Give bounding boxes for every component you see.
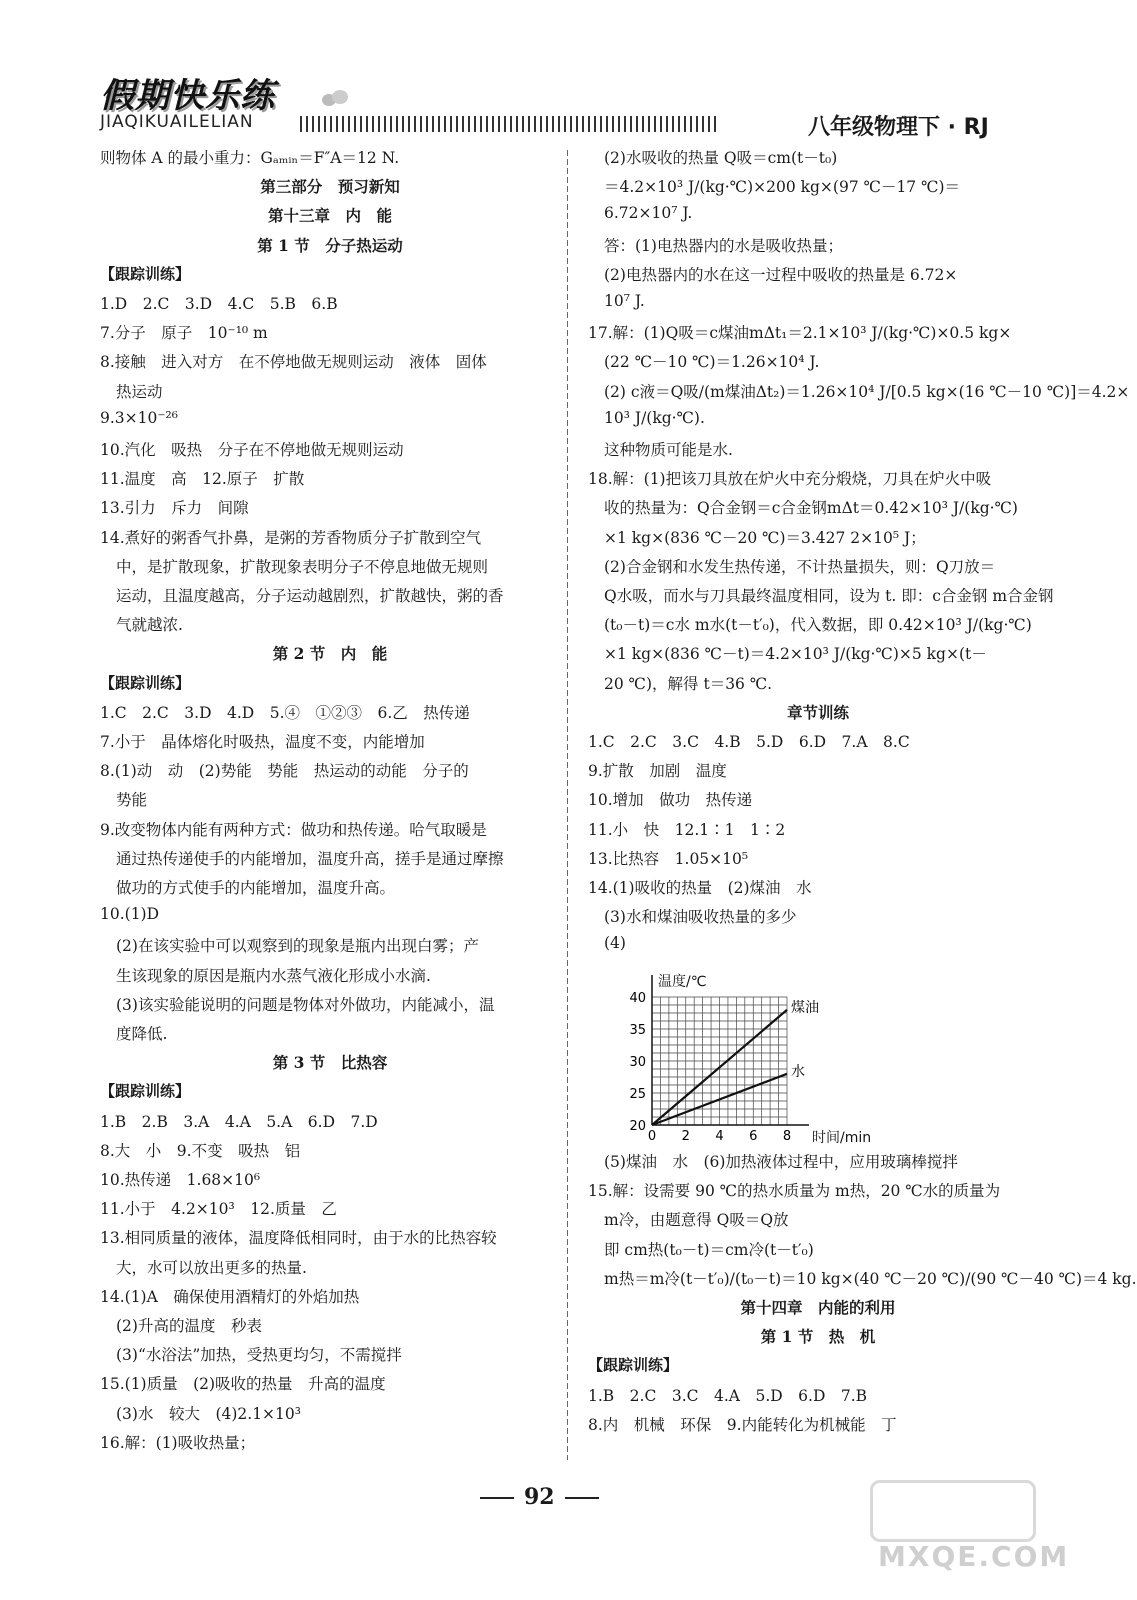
chart-series-label: 煤油 <box>791 999 819 1016</box>
chart-x-tick-label: 6 <box>749 1129 758 1144</box>
answer-line: 运动，且温度越高，分子运动越剧烈，扩散越快，粥的香 <box>116 587 504 605</box>
answer-line: 7.分子 原子 10⁻¹⁰ m <box>100 324 268 343</box>
answer-line: 则物体 A 的最小重力：Gₐₘᵢₙ＝F″A＝12 N. <box>100 149 400 167</box>
answer-line: 收的热量为：Q合金钢＝c合金钢mΔt＝0.42×10³ J/(kg·℃) <box>604 499 1018 518</box>
answer-line: 1.C 2.C 3.D 4.D 5.④ ①②③ 6.乙 热传递 <box>100 703 470 722</box>
answer-line: 大，水可以放出更多的热量. <box>116 1258 307 1277</box>
answer-line: 18.解：(1)把该刀具放在炉火中充分煅烧，刀具在炉火中吸 <box>588 470 992 489</box>
chart-x-tick-label: 0 <box>647 1129 657 1144</box>
logo-decoration-icon <box>322 90 350 108</box>
answer-line: (22 ℃－10 ℃)＝1.26×10⁴ J. <box>604 353 820 372</box>
chart-y-tick-label: 20 <box>629 1119 646 1134</box>
answer-line: (2)电热器内的水在这一过程中吸收的热量是 6.72× <box>604 265 958 284</box>
answer-line: 13.相同质量的液体，温度降低相同时，由于水的比热容较 <box>100 1229 497 1248</box>
answer-line: 10³ J/(kg·℃). <box>604 408 705 427</box>
chart-x-tick-label: 4 <box>715 1129 724 1144</box>
answer-line: ×1 kg×(836 ℃－t)＝4.2×10³ J/(kg·℃)×5 kg×(t－ <box>604 645 987 664</box>
section-label: 【跟踪训练】 <box>588 1356 679 1375</box>
answer-line: 14.(1)吸收的热量 (2)煤油 水 <box>588 879 812 897</box>
answer-line: 1.B 2.B 3.A 4.A 5.A 6.D 7.D <box>100 1112 378 1131</box>
answer-line: (3)水 较大 (4)2.1×10³ <box>116 1404 301 1423</box>
answer-line: 即 cm热(t₀－t)＝cm冷(t－t′₀) <box>604 1240 814 1259</box>
answer-line: 1.C 2.C 3.C 4.B 5.D 6.D 7.A 8.C <box>588 733 910 751</box>
brand-pinyin: JIAQIKUAILELIAN <box>100 112 254 132</box>
temperature-time-chart <box>612 970 872 1150</box>
answer-line: (t₀－t)＝c水 m水(t－t′₀)，代入数据，即 0.42×10³ J/(kg·℃) <box>604 616 1032 635</box>
answer-line: 15.(1)质量 (2)吸收的热量 升高的温度 <box>100 1375 386 1394</box>
footer-dash-left <box>480 1497 514 1499</box>
answer-line: 10⁷ J. <box>604 292 645 310</box>
answer-line: 8.大 小 9.不变 吸热 铝 <box>100 1141 301 1160</box>
answer-line: 14.煮好的粥香气扑鼻，是粥的芳香物质分子扩散到空气 <box>100 528 482 547</box>
chart-series-label: 水 <box>791 1063 805 1080</box>
answer-line: 15.解：设需要 90 ℃的热水质量为 m热，20 ℃水的质量为 <box>588 1182 1001 1201</box>
answer-line: (2)水吸收的热量 Q吸＝cm(t－t₀) <box>604 149 838 167</box>
chart-x-axis-label: 时间/min <box>812 1130 872 1146</box>
answer-line: 9.3×10⁻²⁶ <box>100 408 178 427</box>
answer-line: (2)升高的温度 秒表 <box>116 1317 262 1335</box>
answer-line: (3)该实验能说明的问题是物体对外做功，内能减小，温 <box>116 995 495 1014</box>
page-number <box>470 1484 609 1510</box>
answer-line: 势能 <box>116 791 148 810</box>
section-heading: 第 3 节 比热容 <box>272 1053 388 1073</box>
answer-line: (4) <box>604 934 626 953</box>
chart-y-axis-label: 温度/℃ <box>658 974 707 990</box>
answer-line: 16.解：(1)吸收热量； <box>100 1433 256 1452</box>
answer-line: (2) c液＝Q吸/(m煤油Δt₂)＝1.26×10⁴ J/[0.5 kg×(16 ℃－10 ℃)]＝4.2× <box>604 382 1130 401</box>
answer-line: (2)合金钢和水发生热传递，不计热量损失，则：Q刀放＝ <box>604 557 996 576</box>
section-label: 【跟踪训练】 <box>100 673 191 692</box>
answer-line: 热运动 <box>116 382 163 401</box>
answer-line: 6.72×10⁷ J. <box>604 204 693 223</box>
answer-line: 8.接触 进入对方 在不停地做无规则运动 液体 固体 <box>100 353 487 372</box>
answer-line: 13.引力 斥力 间隙 <box>100 499 249 518</box>
footer-dash-right <box>565 1497 599 1499</box>
answer-line: Q水吸，而水与刀具最终温度相同，设为 t. 即：c合金钢 m合金钢 <box>604 587 1054 605</box>
answer-line: 9.改变物体内能有两种方式：做功和热传递。哈气取暖是 <box>100 820 487 839</box>
section-label: 【跟踪训练】 <box>100 264 191 283</box>
answer-line: 10.热传递 1.68×10⁶ <box>100 1171 261 1189</box>
answer-line: 8.内 机械 环保 9.内能转化为机械能 丁 <box>588 1415 897 1434</box>
answer-line: 11.小 快 12.1∶1 1∶2 <box>588 820 786 839</box>
answer-line: 10.汽化 吸热 分子在不停地做无规则运动 <box>100 441 404 459</box>
answer-line: 11.温度 高 12.原子 扩散 <box>100 470 305 489</box>
answer-line: (3)水和煤油吸收热量的多少 <box>604 908 797 927</box>
section-heading: 章节训练 <box>786 702 849 722</box>
answer-line: 气就越浓. <box>116 616 183 635</box>
answer-line: m热＝m冷(t－t′₀)/(t₀－t)＝10 kg×(40 ℃－20 ℃)/(90 ℃－40 ℃)＝4 kg. <box>604 1269 1137 1288</box>
answer-line: (2)在该实验中可以观察到的现象是瓶内出现白雾；产 <box>116 937 479 956</box>
answer-line: 9.扩散 加剧 温度 <box>588 762 727 781</box>
answer-line: 答：(1)电热器内的水是吸收热量； <box>604 236 843 255</box>
page-number-text: 92 <box>524 1484 555 1510</box>
section-heading: 第 1 节 热 机 <box>760 1327 876 1347</box>
answer-line: ×1 kg×(836 ℃－20 ℃)＝3.427 2×10⁵ J； <box>604 528 926 547</box>
section-label: 【跟踪训练】 <box>100 1082 191 1101</box>
section-heading: 第十三章 内 能 <box>267 206 392 226</box>
answer-line: 生该现象的原因是瓶内水蒸气液化形成小水滴. <box>116 966 431 985</box>
watermark-text: MXQE.COM <box>878 1540 1070 1573</box>
chart-y-tick-label: 30 <box>629 1055 646 1070</box>
chart-x-tick-label: 8 <box>782 1129 792 1144</box>
answer-line: 17.解：(1)Q吸＝c煤油mΔt₁＝2.1×10³ J/(kg·℃)×0.5 kg× <box>588 324 1012 343</box>
column-divider <box>567 150 568 1460</box>
answer-line: m冷，由题意得 Q吸＝Q放 <box>604 1211 789 1230</box>
section-heading: 第 2 节 内 能 <box>272 644 388 664</box>
section-heading: 第 1 节 分子热运动 <box>257 235 403 255</box>
chart-ticks <box>629 991 791 1144</box>
answer-line: 通过热传递使手的内能增加，温度升高，搓手是通过摩擦 <box>116 849 504 868</box>
answer-line: 1.D 2.C 3.D 4.C 5.B 6.B <box>100 295 338 313</box>
answer-line: 10.(1)D <box>100 905 160 924</box>
answer-line: (5)煤油 水 (6)加热液体过程中，应用玻璃棒搅拌 <box>604 1153 958 1171</box>
answer-line: 中，是扩散现象，扩散现象表明分子不停息地做无规则 <box>116 557 489 576</box>
grade-subject-label: 八年级物理下 · RJ <box>808 115 989 140</box>
chart-x-tick-label: 2 <box>681 1129 690 1144</box>
section-heading: 第十四章 内能的利用 <box>740 1298 896 1317</box>
chart-y-tick-label: 40 <box>629 991 646 1006</box>
section-heading: 第三部分 预习新知 <box>260 177 400 197</box>
answer-line: 7.小于 晶体熔化时吸热，温度不变，内能增加 <box>100 733 425 751</box>
answer-line: 这种物质可能是水. <box>604 441 733 459</box>
answer-line: 度降低. <box>116 1025 168 1043</box>
answer-line: 13.比热容 1.05×10⁵ <box>588 849 749 868</box>
answer-line: 11.小于 4.2×10³ 12.质量 乙 <box>100 1200 337 1219</box>
answer-line: 20 ℃)，解得 t＝36 ℃. <box>604 674 773 693</box>
page-header <box>0 0 1069 150</box>
answer-line: 8.(1)动 动 (2)势能 势能 热运动的动能 分子的 <box>100 762 469 781</box>
watermark-logo <box>870 1480 1036 1542</box>
chart-grid <box>652 975 809 1125</box>
chart-y-tick-label: 35 <box>629 1023 646 1038</box>
decorative-barcode <box>300 116 720 132</box>
answer-line: 做功的方式使手的内能增加，温度升高。 <box>116 879 396 897</box>
answer-line: 14.(1)A 确保使用酒精灯的外焰加热 <box>100 1287 360 1306</box>
answer-line: 1.B 2.C 3.C 4.A 5.D 6.D 7.B <box>588 1386 868 1405</box>
answer-line: (3)“水浴法”加热，受热更均匀，不需搅拌 <box>116 1346 402 1365</box>
answer-line: ＝4.2×10³ J/(kg·℃)×200 kg×(97 ℃－17 ℃)＝ <box>604 178 960 197</box>
brand-logo: 假期快乐练 <box>100 76 275 116</box>
chart-y-tick-label: 25 <box>629 1087 646 1102</box>
answer-line: 10.增加 做功 热传递 <box>588 791 753 810</box>
